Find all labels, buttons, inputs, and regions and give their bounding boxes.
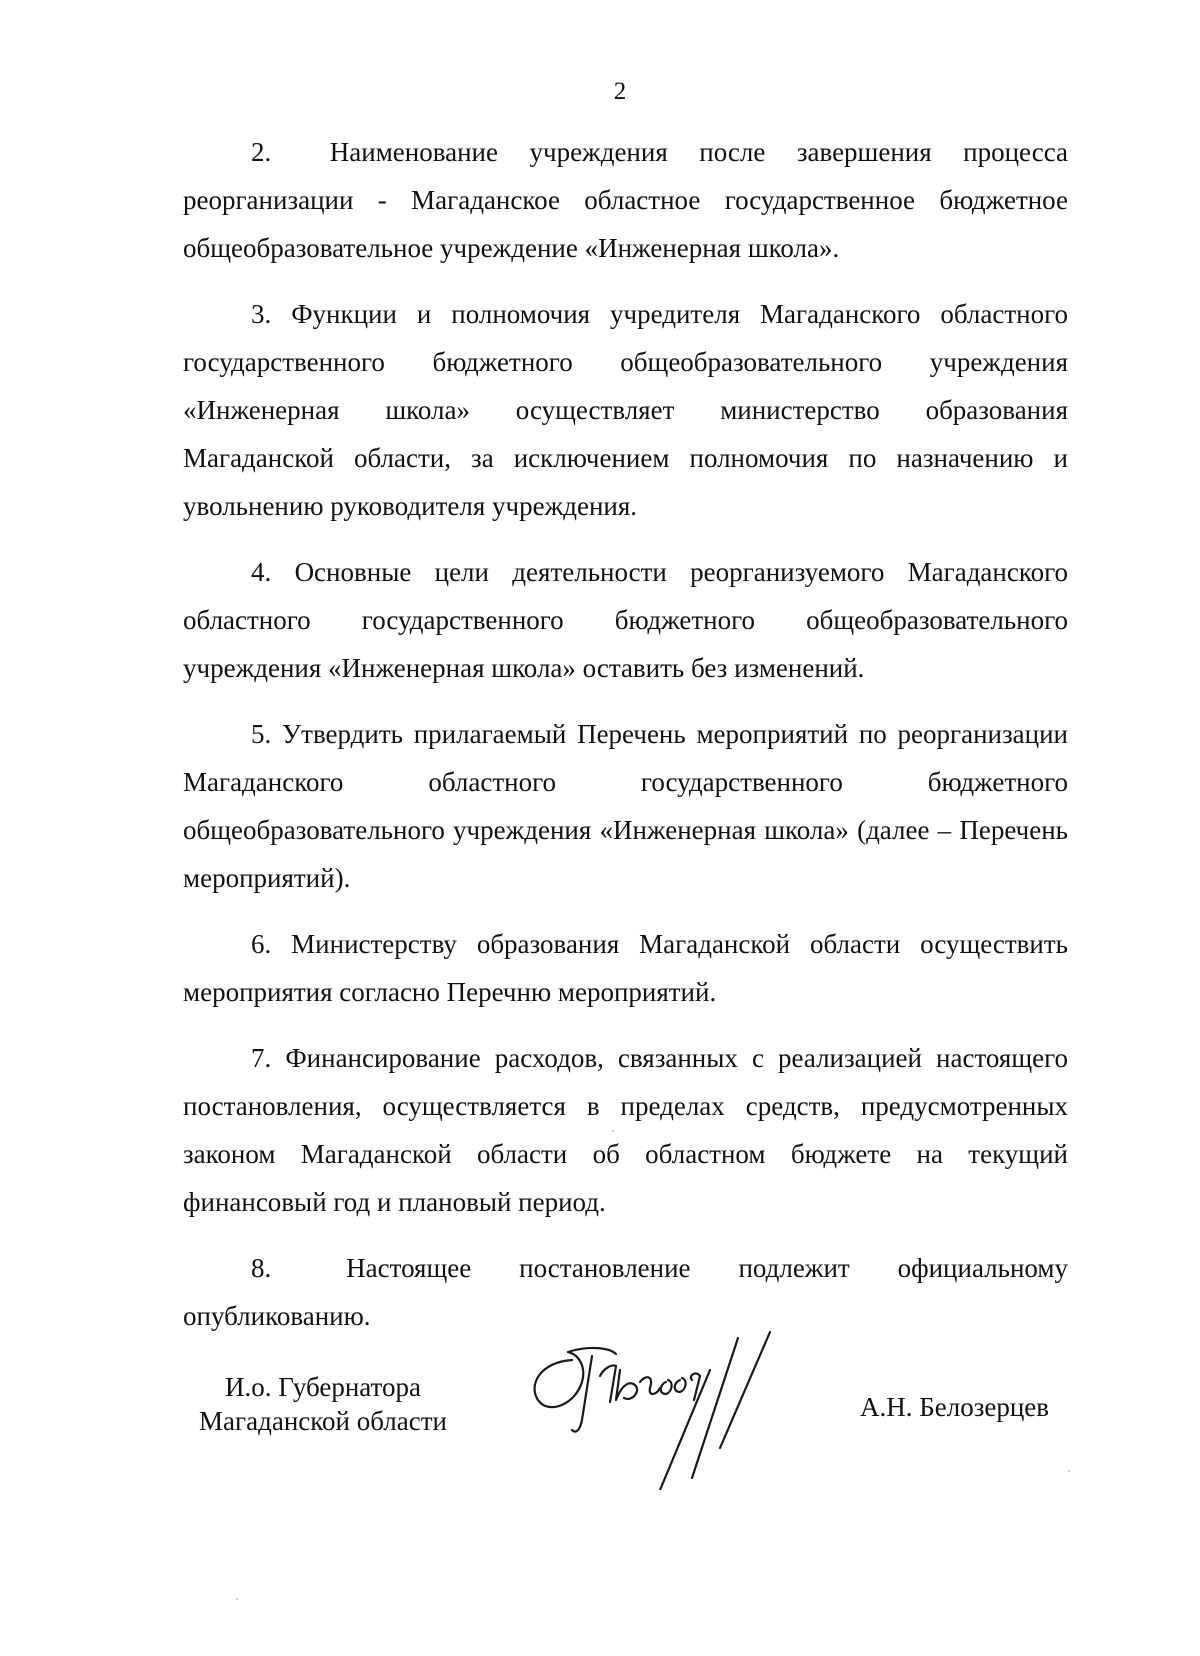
scan-speck bbox=[612, 1130, 614, 1132]
paragraph-2: 2. Наименование учреждения после завершения процесса реорганизации - Магаданское областное государственное бюджетное общеобразовательное учреждение «Инженерная школа». bbox=[183, 137, 1068, 263]
document-body bbox=[183, 128, 1068, 1340]
handwritten-signature bbox=[520, 1330, 810, 1490]
signatory-position-line1: И.о. Губернатора bbox=[224, 1372, 421, 1402]
signature-block bbox=[0, 1330, 1200, 1510]
paragraph-6: 6. Министерству образования Магаданской области осуществить мероприятия согласно Перечню мероприятий. bbox=[183, 929, 1068, 1007]
paragraph-7: 7. Финансирование расходов, связанных с реализацией настоящего постановления, осуществляется в пределах средств, предусмотренных законом Магаданской области об областном бюджете на текущий финансовый год и плановый период. bbox=[183, 1043, 1068, 1217]
signatory-position-line2: Магаданской области bbox=[199, 1406, 447, 1436]
page-number: 2 bbox=[613, 78, 627, 105]
paragraph-3: 3. Функции и полномочия учредителя Магаданского областного государственного бюджетного общеобразовательного учреждения «Инженерная школа» осуществляет министерство образования Магаданской области, за исключением полномочия по назначению и увольнению руководителя учреждения. bbox=[183, 299, 1068, 521]
scan-speck bbox=[1068, 1470, 1070, 1472]
paragraph-4: 4. Основные цели деятельности реорганизуемого Магаданского областного государственного бюджетного общеобразовательного учреждения «Инженерная школа» оставить без изменений. bbox=[183, 557, 1068, 683]
paragraph-5: 5. Утвердить прилагаемый Перечень мероприятий по реорганизации Магаданского областного государственного бюджетного общеобразовательного учреждения «Инженерная школа» (далее – Перечень мероприятий). bbox=[183, 719, 1068, 893]
scan-speck bbox=[236, 1598, 238, 1600]
signatory-position bbox=[183, 1370, 463, 1438]
signatory-name: А.Н. Белозерцев bbox=[860, 1392, 1050, 1422]
paragraph-8: 8. Настоящее постановление подлежит официальному опубликованию. bbox=[183, 1253, 1068, 1331]
